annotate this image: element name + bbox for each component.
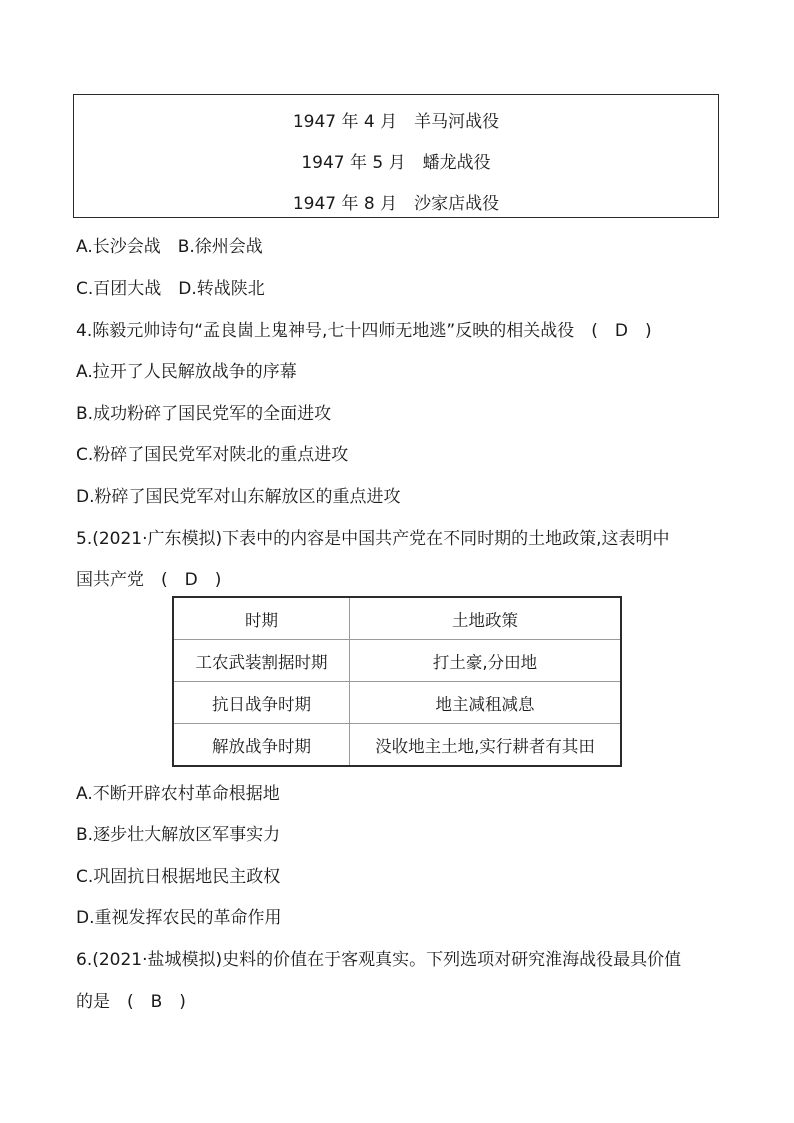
q3-options-row-2: C.百团大战 D.转战陕北	[76, 279, 265, 299]
table-row	[173, 640, 621, 682]
q5-stem-line-1: 5.(2021·广东模拟)下表中的内容是中国共产党在不同时期的土地政策,这表明中	[76, 529, 670, 549]
material-row: 1947 年 4 月 羊马河战役	[292, 112, 500, 132]
table-header-row	[173, 597, 621, 640]
table-cell-policy: 没收地主土地,实行耕者有其田	[350, 724, 622, 767]
q5-option-b: B.逐步壮大解放区军事实力	[76, 825, 281, 845]
q4-option-d: D.粉碎了国民党军对山东解放区的重点进攻	[76, 487, 401, 507]
table-cell-period: 解放战争时期	[173, 724, 350, 767]
land-policy-table	[172, 596, 622, 767]
table-cell-policy: 地主减租减息	[350, 682, 622, 724]
table-cell-period: 工农武装割据时期	[173, 640, 350, 682]
q5-stem-line-2: 国共产党 ( D )	[76, 570, 222, 590]
q4-option-b: B.成功粉碎了国民党军的全面进攻	[76, 404, 332, 424]
q4-option-c: C.粉碎了国民党军对陕北的重点进攻	[76, 445, 349, 465]
q5-option-c: C.巩固抗日根据地民主政权	[76, 867, 281, 887]
q5-option-a: A.不断开辟农村革命根据地	[76, 784, 280, 804]
table-header-policy: 土地政策	[350, 597, 622, 640]
q4-stem: 4.陈毅元帅诗句“孟良崮上鬼神号,七十四师无地逃”反映的相关战役 ( D )	[76, 321, 652, 341]
table-cell-policy: 打土豪,分田地	[350, 640, 622, 682]
table-row	[173, 682, 621, 724]
q3-options-row-1: A.长沙会战 B.徐州会战	[76, 237, 263, 257]
table-header-period: 时期	[173, 597, 350, 640]
material-row: 1947 年 8 月 沙家店战役	[292, 194, 500, 214]
q5-option-d: D.重视发挥农民的革命作用	[76, 908, 282, 928]
table-cell-period: 抗日战争时期	[173, 682, 350, 724]
q6-stem-line-1: 6.(2021·盐城模拟)史料的价值在于客观真实。下列选项对研究淮海战役最具价值	[76, 950, 682, 970]
material-box	[73, 94, 719, 218]
q4-option-a: A.拉开了人民解放战争的序幕	[76, 362, 297, 382]
table-row	[173, 724, 621, 767]
material-row: 1947 年 5 月 蟠龙战役	[301, 153, 491, 173]
q6-stem-line-2: 的是 ( B )	[76, 992, 186, 1012]
